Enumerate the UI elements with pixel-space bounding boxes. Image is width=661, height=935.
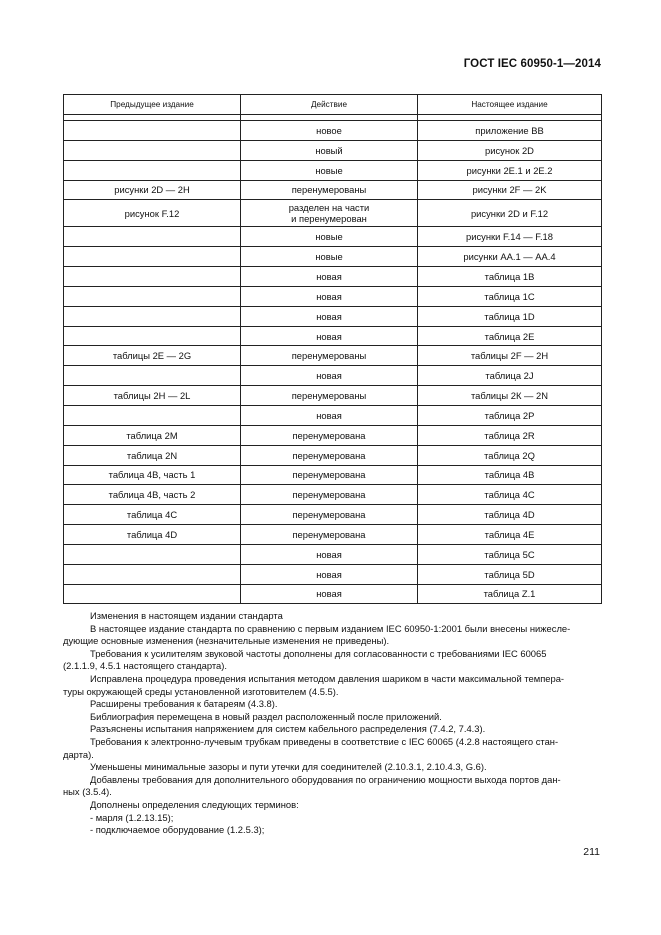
cell-previous-edition: таблицы 2H — 2L: [64, 386, 241, 406]
cell-current-edition: рисунки F.14 — F.18: [418, 227, 602, 247]
table-row: [64, 584, 602, 604]
notes-paragraph-continued: ных (3.5.4).: [63, 786, 112, 798]
notes-paragraph: Требования к усилителям звуковой частоты дополнены для согласованности с требованиями IEC 60065: [90, 647, 547, 659]
cell-previous-edition: [64, 584, 241, 604]
table-row: [64, 200, 602, 227]
table-row: [64, 286, 602, 306]
cell-action: перенумерованы: [241, 346, 418, 366]
table-row: [64, 306, 602, 326]
cell-action: новая: [241, 267, 418, 287]
table-row: [64, 525, 602, 545]
cell-previous-edition: рисунки 2D — 2H: [64, 180, 241, 200]
cell-current-edition: таблица 2R: [418, 425, 602, 445]
cell-action: новая: [241, 306, 418, 326]
cell-current-edition: таблица 1В: [418, 267, 602, 287]
cell-previous-edition: таблица 2N: [64, 445, 241, 465]
changes-table: [63, 94, 602, 604]
notes-paragraph: Разъяснены испытания напряжением для систем кабельного распределения (7.4.2, 7.4.3).: [90, 723, 486, 735]
list-item: - марля (1.2.13.15);: [90, 811, 174, 823]
cell-previous-edition: [64, 544, 241, 564]
cell-action: перенумерована: [241, 465, 418, 485]
cell-previous-edition: [64, 227, 241, 247]
cell-action: новые: [241, 227, 418, 247]
cell-current-edition: таблица 4Е: [418, 525, 602, 545]
table-row: [64, 465, 602, 485]
cell-current-edition: таблица 2Р: [418, 405, 602, 425]
cell-action: новый: [241, 140, 418, 160]
cell-previous-edition: таблица 4D: [64, 525, 241, 545]
table-row: [64, 267, 602, 287]
cell-action: новая: [241, 405, 418, 425]
cell-action: перенумерована: [241, 505, 418, 525]
cell-current-edition: таблица 2J: [418, 366, 602, 386]
cell-current-edition: рисунок 2D: [418, 140, 602, 160]
cell-previous-edition: [64, 326, 241, 346]
cell-previous-edition: [64, 286, 241, 306]
cell-current-edition: рисунки АА.1 — АА.4: [418, 247, 602, 267]
table-row: [64, 227, 602, 247]
document-id: ГОСТ IEC 60950-1—2014: [463, 58, 601, 70]
table-row: [64, 505, 602, 525]
table-row: [64, 247, 602, 267]
cell-current-edition: рисунки 2Е.1 и 2Е.2: [418, 160, 602, 180]
cell-current-edition: таблица 4D: [418, 505, 602, 525]
cell-current-edition: таблица 1С: [418, 286, 602, 306]
cell-action: перенумерованы: [241, 386, 418, 406]
cell-action: разделен на части и перенумерован: [241, 200, 418, 227]
notes-paragraph-continued: дарта).: [63, 748, 94, 760]
cell-current-edition: таблица 2Е: [418, 326, 602, 346]
cell-action: новые: [241, 160, 418, 180]
cell-current-edition: таблица 4В: [418, 465, 602, 485]
cell-action: новая: [241, 584, 418, 604]
cell-action: перенумерована: [241, 425, 418, 445]
cell-current-edition: таблица 1D: [418, 306, 602, 326]
notes-paragraph-continued: дующие основные изменения (незначительные изменения не приведены).: [63, 635, 390, 647]
cell-previous-edition: таблица 4С: [64, 505, 241, 525]
notes-paragraph: Исправлена процедура проведения испытания методом давления шариком в части максимальной темпера-: [90, 672, 565, 684]
cell-previous-edition: [64, 160, 241, 180]
notes-paragraph: Уменьшены минимальные зазоры и пути утечки для соединителей (2.10.3.1, 2.10.4.3, G.6).: [90, 761, 487, 773]
table-row: [64, 140, 602, 160]
table-row: [64, 386, 602, 406]
cell-current-edition: таблицы 2К — 2N: [418, 386, 602, 406]
cell-action: новая: [241, 286, 418, 306]
cell-action: новое: [241, 121, 418, 141]
table-row: [64, 544, 602, 564]
cell-previous-edition: [64, 267, 241, 287]
cell-action: перенумерована: [241, 525, 418, 545]
notes-paragraph-continued: (2.1.1.9, 4.5.1 настоящего стандарта).: [63, 660, 227, 672]
table-row: [64, 425, 602, 445]
table-row: [64, 346, 602, 366]
cell-previous-edition: таблица 2М: [64, 425, 241, 445]
notes-paragraph: Дополнены определения следующих терминов:: [90, 798, 299, 810]
table-row: [64, 485, 602, 505]
cell-action: новая: [241, 326, 418, 346]
table-row: [64, 180, 602, 200]
table-row: [64, 121, 602, 141]
table-row: [64, 445, 602, 465]
cell-action: перенумерована: [241, 445, 418, 465]
cell-previous-edition: [64, 366, 241, 386]
cell-previous-edition: [64, 405, 241, 425]
table-row: [64, 326, 602, 346]
notes-paragraph: Добавлены требования для дополнительного оборудования по ограничению мощности выхода портов дан-: [90, 773, 561, 785]
cell-current-edition: рисунки 2F — 2K: [418, 180, 602, 200]
cell-previous-edition: таблицы 2Е — 2G: [64, 346, 241, 366]
cell-current-edition: таблицы 2F — 2H: [418, 346, 602, 366]
notes-paragraph: Требования к электронно-лучевым трубкам приведены в соответствие с IEC 60065 (4.2.8 настоящего стан-: [90, 735, 559, 747]
page-number: 211: [583, 846, 600, 858]
cell-action: новые: [241, 247, 418, 267]
table-row: [64, 160, 602, 180]
changes-notes: [63, 610, 601, 837]
cell-previous-edition: [64, 121, 241, 141]
table-row: [64, 366, 602, 386]
cell-previous-edition: таблица 4В, часть 1: [64, 465, 241, 485]
cell-action: перенумерована: [241, 485, 418, 505]
table-header-row: [64, 95, 602, 115]
cell-current-edition: таблица 5С: [418, 544, 602, 564]
cell-current-edition: приложение ВВ: [418, 121, 602, 141]
list-item: - подключаемое оборудование (1.2.5.3);: [90, 824, 265, 836]
cell-previous-edition: [64, 564, 241, 584]
cell-action: новая: [241, 564, 418, 584]
notes-paragraph: Библиография перемещена в новый раздел расположенный после приложений.: [90, 710, 442, 722]
cell-current-edition: таблица 2Q: [418, 445, 602, 465]
cell-current-edition: рисунки 2D и F.12: [418, 200, 602, 227]
cell-current-edition: таблица 4С: [418, 485, 602, 505]
cell-current-edition: таблица Z.1: [418, 584, 602, 604]
cell-previous-edition: таблица 4В, часть 2: [64, 485, 241, 505]
table-row: [64, 564, 602, 584]
column-header-action: Действие: [241, 95, 418, 115]
notes-paragraph: В настоящее издание стандарта по сравнению с первым изданием IEC 60950-1:2001 были внесены нижесле-: [90, 622, 571, 634]
column-header-previous: Предыдущее издание: [64, 95, 241, 115]
cell-action: новая: [241, 544, 418, 564]
notes-paragraph: Расширены требования к батареям (4.3.8).: [90, 698, 278, 710]
cell-previous-edition: [64, 140, 241, 160]
cell-previous-edition: рисунок F.12: [64, 200, 241, 227]
cell-action: перенумерованы: [241, 180, 418, 200]
column-header-current: Настоящее издание: [418, 95, 602, 115]
cell-previous-edition: [64, 247, 241, 267]
notes-paragraph-continued: туры окружающей среды установленной изготовителем (4.5.5).: [63, 685, 339, 697]
table-row: [64, 405, 602, 425]
cell-previous-edition: [64, 306, 241, 326]
notes-heading: Изменения в настоящем издании стандарта: [90, 610, 283, 621]
cell-current-edition: таблица 5D: [418, 564, 602, 584]
cell-action: новая: [241, 366, 418, 386]
